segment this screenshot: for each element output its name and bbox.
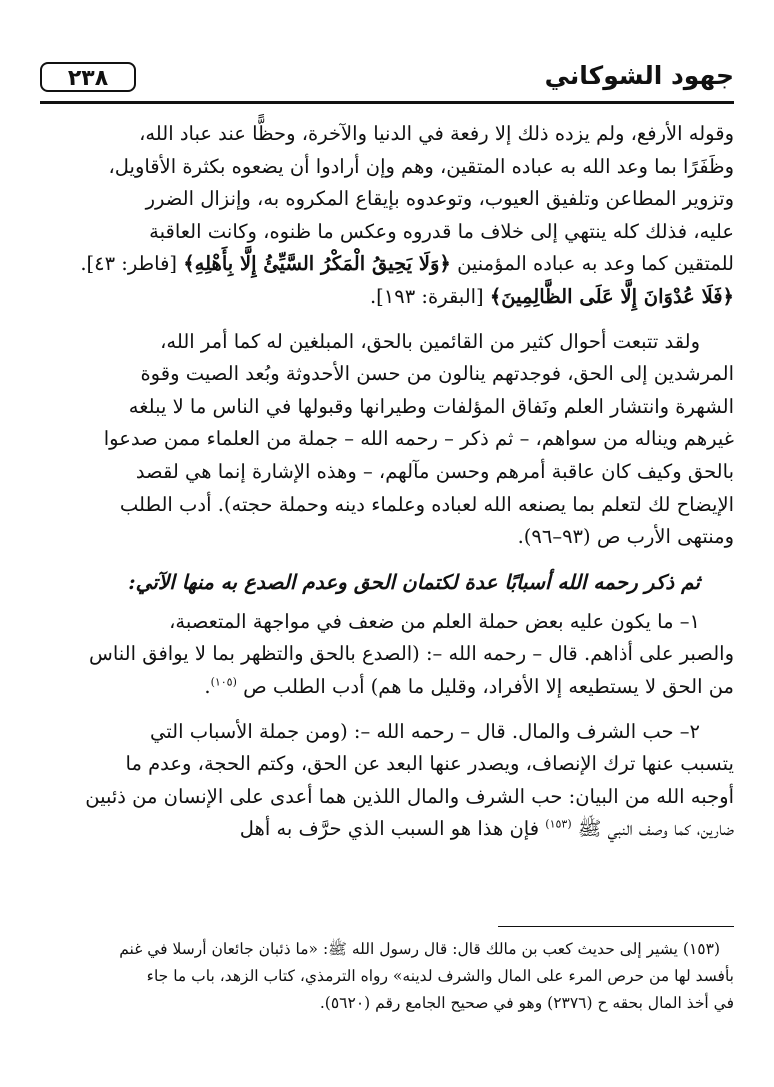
footnote-marker: (١٠٥) — [210, 675, 237, 689]
text-line: وقوله الأرفع، ولم يزده ذلك إلا رفعة في الدنيا والآخرة، وحظًّا عند عباد الله، — [139, 122, 734, 145]
text-segment: . — [204, 674, 211, 698]
quran-verse: ﴿وَلَا يَحِيقُ الْمَكْرُ السَّيِّئُ إِلَّا بِأَهْلِهِ﴾ — [183, 252, 451, 276]
text-segment: من الحق لا يستطيعه إلا الأفراد، وقليل ما هم) أدب الطلب ص — [243, 674, 734, 698]
text-line: وتزوير المطاعن وتلفيق العيوب، وتوعدوه بإيقاع المكروه به، وإنزال الضرر — [145, 187, 734, 211]
page-header — [40, 58, 734, 104]
text-line: ومنتهى الأرب ص (٩٣–٩٦). — [517, 525, 734, 549]
text-line: ٢– حب الشرف والمال. قال – رحمه الله –: (ومن جملة الأسباب التي — [150, 719, 700, 743]
text-line — [40, 813, 734, 846]
text-segment: للمتقين كما وعد به عباده المؤمنين — [457, 252, 734, 276]
paragraph-1 — [40, 118, 734, 314]
text-line: ولقد تتبعت أحوال كثير من القائمين بالحق، المبلغين له كما أمر الله، — [160, 329, 700, 353]
text-line: الإيضاح لك لتعلم بما يصنعه الله لعباده وعلماء دينه وحملة حجته). أدب الطلب — [119, 492, 734, 516]
text-line: يتسبب عنها ترك الإنصاف، ويصدر عنها البعد عن الحق، وكتم الحجة، وعدم ما — [125, 752, 734, 776]
text-line: الشهرة وانتشار العلم ونَفاق المؤلفات وطيرانها وقبولها في الناس ما لا يبلغه — [128, 394, 734, 418]
main-text — [40, 118, 734, 846]
verse-reference: [فاطر: ٤٣]. — [80, 252, 177, 276]
text-segment: ضارين، كما وصف النبي ﷺ — [577, 817, 734, 841]
footnote-marker: (١٥٣) — [545, 817, 572, 831]
footnotes — [40, 936, 734, 1017]
text-line: غيرهم ويناله من سواهم، – ثم ذكر – رحمه الله – جملة من العلماء ممن صدعوا — [103, 427, 734, 451]
section-subheading: ثم ذكر رحمه الله أسبابًا عدة لكتمان الحق وعدم الصدع به منها الآتي: — [128, 569, 700, 594]
footnote-line: في أخذ المال بحقه ح (٢٣٧٦) وهو في صحيح الجامع رقم (٥٦٢٠). — [319, 994, 734, 1012]
list-item-1 — [40, 606, 734, 704]
running-title: جهود الشوكاني — [544, 61, 734, 90]
text-line: والصبر على أذاهم. قال – رحمه الله –: (الصدع بالحق والتظهر بما لا يوافق الناس — [89, 642, 734, 666]
text-line: بالحق وكيف كان عاقبة أمرهم وحسن مآلهم، – وهذه الإشارة إنما هي لقصد — [135, 459, 734, 483]
list-item-2 — [40, 716, 734, 846]
text-line: أوجبه الله من البيان: حب الشرف والمال اللذين هما أعدى على الإنسان من ذئبين — [85, 784, 734, 808]
quran-verse: ﴿فَلَا عُدْوَانَ إِلَّا عَلَى الظَّالِمِينَ﴾ — [489, 284, 734, 308]
text-line — [40, 671, 734, 704]
text-line: عليه، فذلك كله ينتهي إلى خلاف ما قدروه وعكس ما ظنوه، وكانت العاقبة — [149, 219, 734, 243]
footnote-line: (١٥٣) يشير إلى حديث كعب بن مالك قال: قال رسول الله ﷺ: «ما ذئبان جائعان أرسلا في غنم — [119, 940, 720, 958]
footnote-separator — [498, 926, 734, 927]
footnote-line: بأفسد لها من حرص المرء على المال والشرف لدينه» رواه الترمذي، كتاب الزهد، باب ما جاء — [146, 967, 734, 985]
page-number: ٢٣٨ — [40, 62, 136, 92]
text-segment: فإن هذا هو السبب الذي حرَّف به أهل — [239, 817, 540, 841]
text-line: ١– ما يكون عليه بعض حملة العلم من ضعف في مواجهة المتعصبة، — [169, 609, 700, 633]
text-line: وظَفَرًا بما وعد الله به عباده المتقين، وهم وإن أرادوا أن يضعوه بكثرة الأقاويل، — [108, 154, 734, 178]
text-line — [40, 248, 734, 281]
paragraph-2 — [40, 326, 734, 554]
text-line: المرشدين إلى الحق، فوجدتهم ينالون من حسن الأحدوثة وبُعد الصيت وقوة — [140, 362, 734, 386]
header-rule — [40, 101, 734, 104]
verse-reference: [البقرة: ١٩٣]. — [369, 284, 484, 308]
text-line — [40, 281, 734, 314]
